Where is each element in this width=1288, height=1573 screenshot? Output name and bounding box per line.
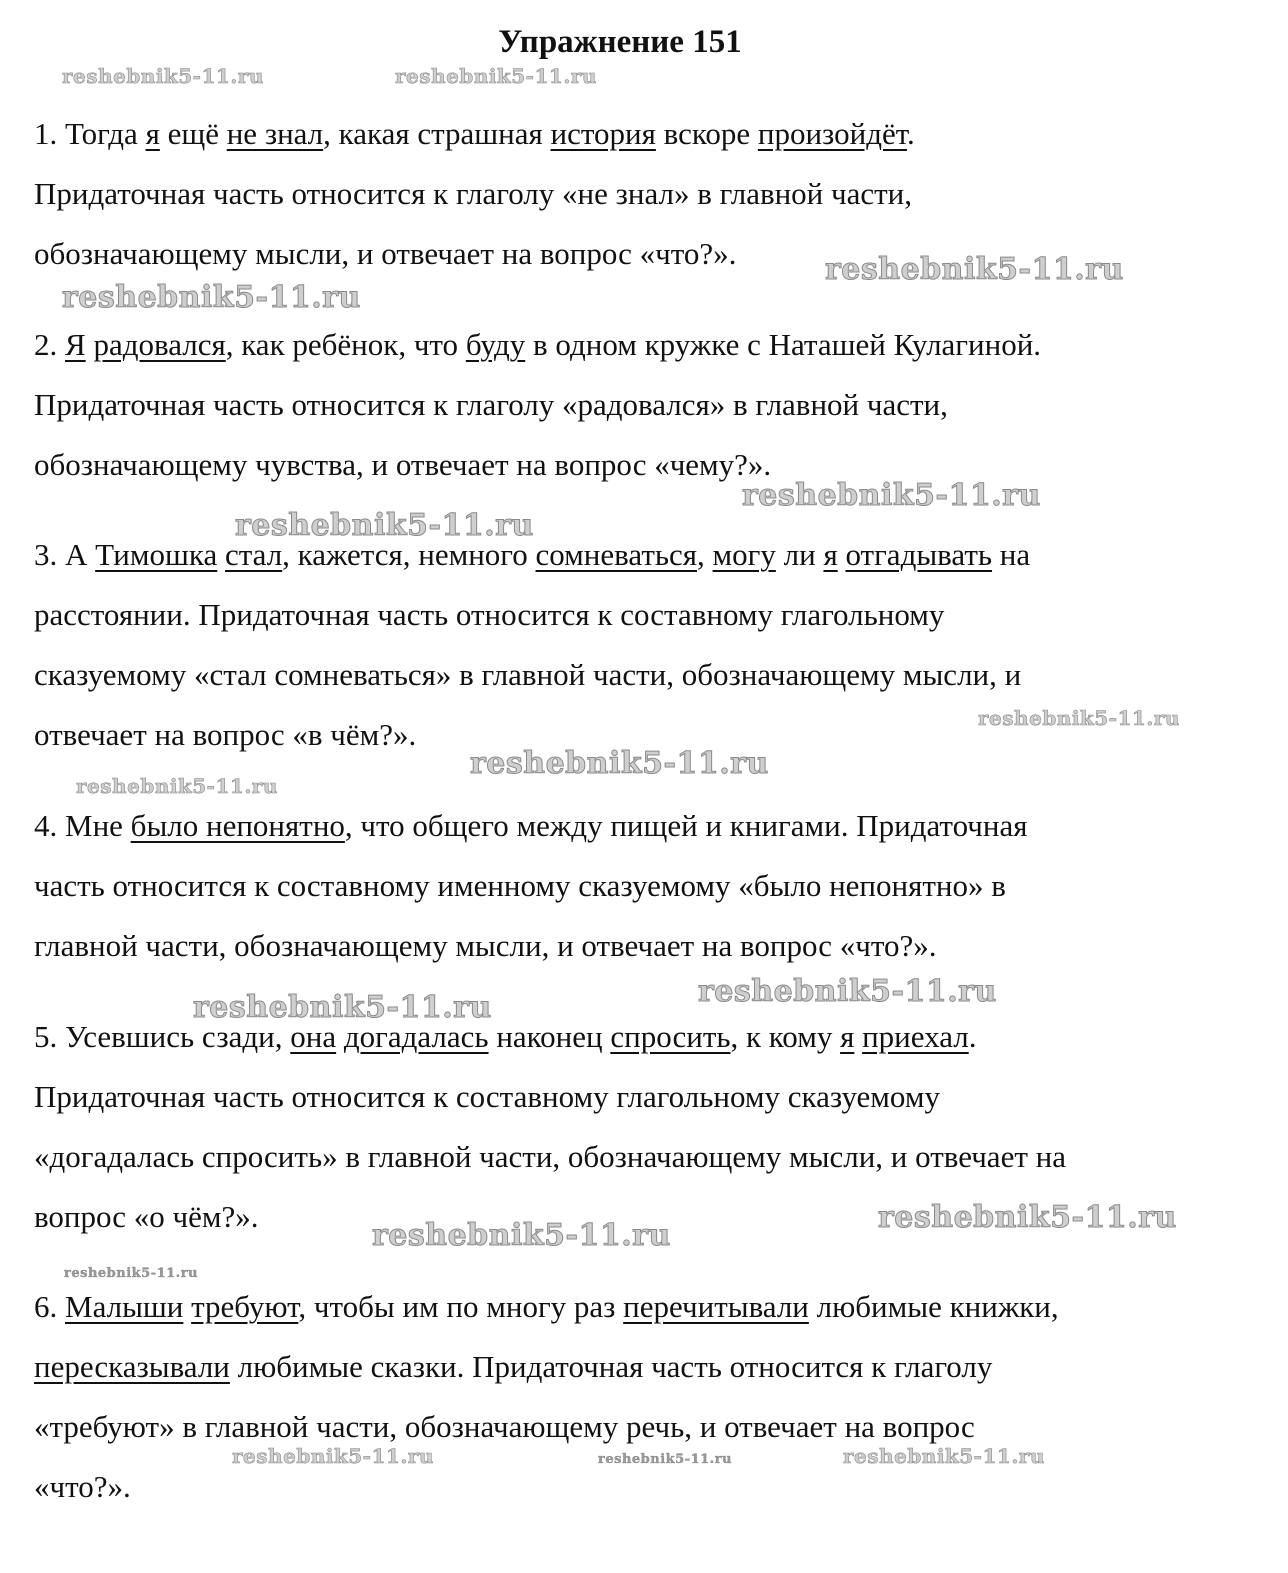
text-run: , какая страшная	[323, 116, 551, 151]
predicate: отгадывать	[845, 537, 993, 572]
predicate: догадалась	[343, 1019, 489, 1054]
text-run: ли	[775, 537, 824, 572]
text-run: 3.	[34, 537, 65, 572]
explanation-line: обозначающему мысли, и отвечает на вопрос «что?».	[34, 236, 737, 271]
text-run	[854, 1019, 862, 1054]
predicate: могу	[712, 537, 776, 572]
predicate: спросить	[610, 1019, 731, 1054]
text-run: .	[968, 1019, 977, 1054]
predicate: пересказывали	[34, 1349, 230, 1384]
watermark: reshebnik5-11.ru	[742, 478, 1041, 513]
explanation-line: вопрос «о чём?».	[34, 1199, 259, 1234]
explanation-line: «что?».	[34, 1469, 131, 1504]
watermark: reshebnik5-11.ru	[62, 280, 361, 315]
explanation-line: главной части, обозначающему мысли, и отвечает на вопрос «что?».	[34, 928, 937, 963]
watermark: reshebnik5-11.ru	[598, 1452, 733, 1467]
text-run	[183, 1289, 191, 1324]
text-run: Тогда	[65, 116, 146, 151]
text-run: 1.	[34, 116, 65, 151]
text-run: , как ребёнок, что	[225, 327, 466, 362]
predicate: перечитывали	[623, 1289, 809, 1324]
predicate: приехал	[862, 1019, 969, 1054]
watermark: reshebnik5-11.ru	[698, 974, 997, 1009]
watermark: reshebnik5-11.ru	[395, 64, 597, 88]
watermark: reshebnik5-11.ru	[193, 990, 492, 1025]
text-run: 6.	[34, 1289, 65, 1324]
text-run	[217, 537, 225, 572]
subject: история	[550, 116, 656, 151]
watermark: reshebnik5-11.ru	[470, 746, 769, 781]
subject: Малыши	[65, 1289, 184, 1324]
text-run: любимые сказки. Придаточная часть относится к глаголу	[229, 1349, 993, 1384]
subject: я	[823, 537, 838, 572]
sentence-4	[34, 808, 1027, 844]
text-run	[336, 1019, 344, 1054]
explanation-line: «догадалась спросить» в главной части, обозначающему мысли, и отвечает на	[34, 1139, 1066, 1174]
watermark: reshebnik5-11.ru	[372, 1218, 671, 1253]
sentence-6-cont	[34, 1349, 992, 1385]
predicate: произойдёт	[757, 116, 907, 151]
subject: я	[145, 116, 160, 151]
watermark: reshebnik5-11.ru	[878, 1200, 1177, 1235]
text-run: 5.	[34, 1019, 65, 1054]
sentence-5	[34, 1019, 976, 1055]
text-run: 4.	[34, 808, 65, 843]
text-run: ещё	[159, 116, 227, 151]
subject: Тимошка	[95, 537, 218, 572]
sentence-2	[34, 327, 1041, 363]
predicate: не знал	[226, 116, 324, 151]
watermark: reshebnik5-11.ru	[76, 774, 278, 798]
text-run: ,	[697, 537, 713, 572]
text-run: наконец	[488, 1019, 611, 1054]
text-run: любимые книжки,	[808, 1289, 1059, 1324]
text-run: , кажется, немного	[282, 537, 536, 572]
text-run: Мне	[65, 808, 131, 843]
watermark: reshebnik5-11.ru	[232, 1444, 434, 1468]
text-run: Усевшись сзади,	[65, 1019, 291, 1054]
watermark: reshebnik5-11.ru	[235, 508, 534, 543]
text-run: .	[906, 116, 915, 151]
watermark: reshebnik5-11.ru	[64, 1266, 199, 1281]
watermark: reshebnik5-11.ru	[62, 64, 264, 88]
text-run: вскоре	[655, 116, 758, 151]
sentence-3	[34, 537, 1030, 573]
watermark: reshebnik5-11.ru	[978, 706, 1180, 730]
explanation-line: расстоянии. Придаточная часть относится к составному глагольному	[34, 597, 945, 632]
subject: я	[840, 1019, 855, 1054]
explanation-line: Придаточная часть относится к составному глагольному сказуемому	[34, 1079, 940, 1114]
explanation-line: «требуют» в главной части, обозначающему речь, и отвечает на вопрос	[34, 1409, 975, 1444]
explanation-line: обозначающему чувства, и отвечает на вопрос «чему?».	[34, 447, 772, 482]
predicate: требуют	[191, 1289, 299, 1324]
predicate: сомневаться	[535, 537, 698, 572]
watermark: reshebnik5-11.ru	[843, 1444, 1045, 1468]
explanation-line: Придаточная часть относится к глаголу «не знал» в главной части,	[34, 176, 913, 211]
text-run: в одном кружке с Наташей Кулагиной.	[525, 327, 1042, 362]
explanation-line: отвечает на вопрос «в чём?».	[34, 717, 417, 752]
text-run: 2.	[34, 327, 65, 362]
explanation-line: сказуемому «стал сомневаться» в главной части, обозначающему мысли, и	[34, 657, 1022, 692]
predicate: буду	[465, 327, 526, 362]
text-run: , к кому	[730, 1019, 841, 1054]
sentence-6	[34, 1289, 1059, 1325]
watermark: reshebnik5-11.ru	[825, 252, 1124, 287]
text-run: А	[65, 537, 96, 572]
exercise-title: Упражнение 151	[498, 24, 742, 60]
predicate: было непонятно	[130, 808, 345, 843]
text-run: , что общего между пищей и книгами. Придаточная	[344, 808, 1028, 843]
text-run: на	[992, 537, 1031, 572]
sentence-1	[34, 116, 915, 152]
explanation-line: Придаточная часть относится к глаголу «радовался» в главной части,	[34, 387, 948, 422]
predicate: стал	[224, 537, 283, 572]
text-run: , чтобы им по многу раз	[298, 1289, 624, 1324]
subject: Я	[65, 327, 86, 362]
explanation-line: часть относится к составному именному сказуемому «было непонятно» в	[34, 868, 1006, 903]
subject: она	[290, 1019, 337, 1054]
predicate: радовался	[93, 327, 226, 362]
